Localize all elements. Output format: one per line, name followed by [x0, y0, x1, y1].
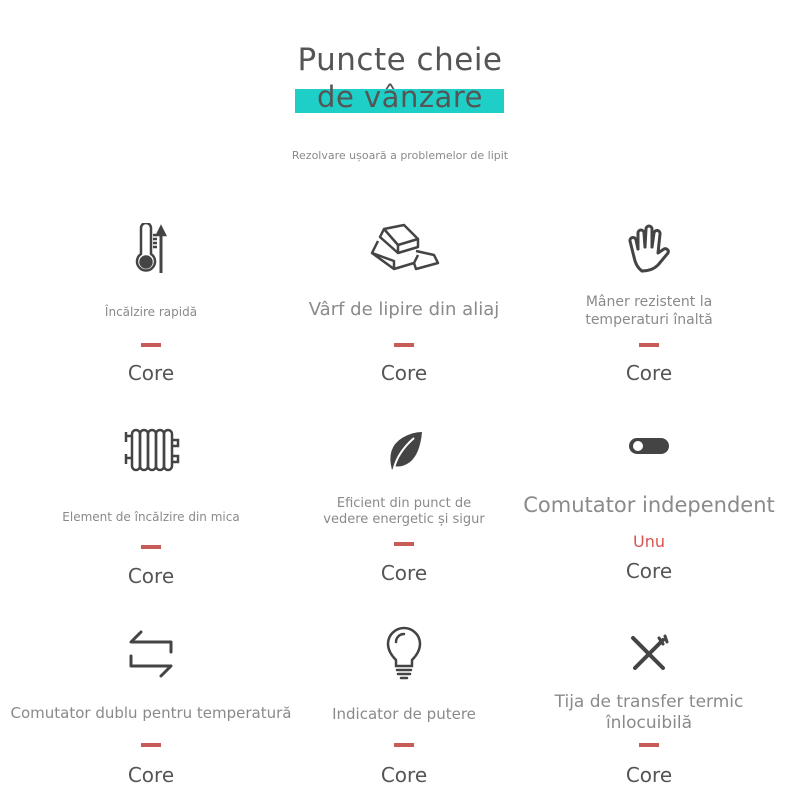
accent-dash — [141, 743, 161, 747]
accent-dash — [639, 743, 659, 747]
accent-dash — [141, 545, 161, 549]
feature-value: Core — [380, 561, 428, 585]
feature-label: Încălzire rapidă — [104, 305, 198, 319]
accent-dash — [394, 343, 414, 347]
feature-label: Comutator dublu pentru temperatură — [10, 704, 292, 722]
tools-icon — [629, 634, 669, 674]
feature-value: Core — [380, 361, 428, 385]
feature-value: Core — [625, 559, 673, 583]
page-subtitle: Rezolvare ușoară a problemelor de lipit — [291, 149, 509, 162]
feature-value: Core — [127, 361, 175, 385]
page-title-highlighted: de vânzare — [317, 80, 483, 114]
page-title: Puncte cheie — [297, 42, 503, 78]
accent-dash — [394, 743, 414, 747]
thermometer-icon — [131, 223, 171, 275]
feature-card-heat-resistant-handle — [516, 215, 782, 395]
accent-dash — [141, 343, 161, 347]
feature-label: Element de încălzire din mica — [62, 510, 240, 524]
feature-card-replaceable-rod — [516, 620, 782, 800]
feature-card-energy-efficient — [271, 420, 537, 600]
feature-card-power-indicator — [271, 620, 537, 800]
feature-label: Comutator independent — [523, 493, 775, 517]
accent-dash — [394, 542, 414, 546]
feature-card-mica-heating — [18, 420, 284, 600]
accent-dash — [639, 343, 659, 347]
feature-value: Core — [380, 763, 428, 787]
feature-value: Core — [625, 361, 673, 385]
hand-icon — [624, 223, 674, 275]
feature-sublabel: Unu — [633, 532, 665, 551]
feature-label: Indicator de putere — [332, 705, 476, 723]
feature-card-alloy-tip — [271, 215, 537, 395]
feature-card-dual-temperature-switch — [10, 620, 292, 800]
feature-value: Core — [127, 763, 175, 787]
feature-label: Tija de transfer termic înlocuibilă — [554, 692, 744, 734]
gold-bars-icon — [368, 223, 440, 273]
radiator-icon — [120, 426, 182, 474]
feature-label: Eficient din punct de vedere energetic și sigur — [323, 496, 485, 528]
leaf-icon — [384, 428, 424, 472]
toggle-switch-icon — [629, 438, 669, 454]
feature-value: Core — [127, 564, 175, 588]
feature-card-independent-switch — [516, 420, 782, 600]
light-bulb-icon — [384, 626, 424, 680]
feature-label: Mâner rezistent la temperaturi înaltă — [585, 294, 713, 328]
feature-card-fast-heating — [18, 215, 284, 395]
feature-label: Vârf de lipire din aliaj — [308, 299, 500, 320]
feature-value: Core — [625, 763, 673, 787]
swap-arrows-icon — [123, 628, 179, 680]
